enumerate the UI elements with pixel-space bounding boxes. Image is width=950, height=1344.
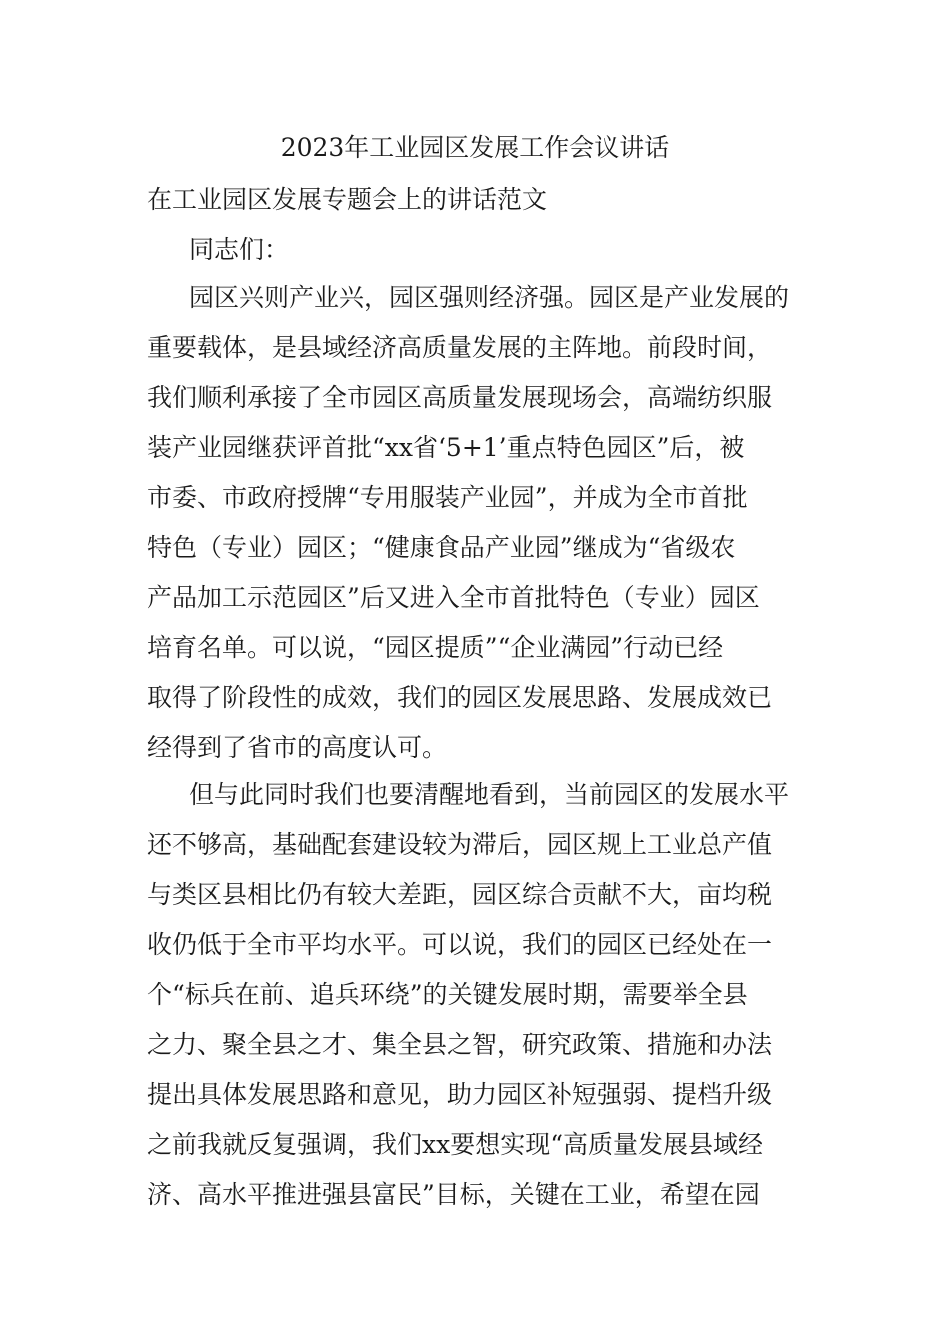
paragraph-line: 取得了阶段性的成效，我们的园区发展思路、发展成效已 — [147, 683, 773, 712]
paragraph-line: 重要载体，是县域经济高质量发展的主阵地。前段时间， — [147, 333, 773, 362]
paragraph-line: 市委、市政府授牌“专用服装产业园”，并成为全市首批 — [147, 483, 748, 512]
document-title: 2023年工业园区发展工作会议讲话 — [280, 133, 670, 162]
paragraph-line: 提出具体发展思路和意见，助力园区补短强弱、提档升级 — [147, 1080, 773, 1109]
document-subtitle: 在工业园区发展专题会上的讲话范文 — [147, 185, 548, 214]
paragraph-line: 培育名单。可以说，“园区提质”“企业满园”行动已经 — [147, 633, 724, 662]
paragraph-line: 经得到了省市的高度认可。 — [147, 733, 448, 762]
paragraph-line: 装产业园继获评首批“xx省‘5+1’重点特色园区”后，被 — [147, 433, 745, 462]
paragraph-line: 之力、聚全县之才、集全县之智，研究政策、措施和办法 — [147, 1030, 773, 1059]
paragraph-2 — [147, 770, 807, 1220]
paragraph-line: 但与此同时我们也要清醒地看到，当前园区的发展水平 — [189, 780, 790, 809]
greeting: 同志们： — [189, 235, 290, 264]
paragraph-line: 特色（专业）园区；“健康食品产业园”继成为“省级农 — [147, 533, 736, 562]
paragraph-1 — [147, 273, 807, 773]
paragraph-line: 我们顺利承接了全市园区高质量发展现场会，高端纺织服 — [147, 383, 773, 412]
paragraph-line: 个“标兵在前、追兵环绕”的关键发展时期，需要举全县 — [147, 980, 748, 1009]
paragraph-line: 与类区县相比仍有较大差距，园区综合贡献不大，亩均税 — [147, 880, 773, 909]
paragraph-line: 收仍低于全市平均水平。可以说，我们的园区已经处在一 — [147, 930, 773, 959]
paragraph-line: 产品加工示范园区”后又进入全市首批特色（专业）园区 — [147, 583, 760, 612]
paragraph-line: 还不够高，基础配套建设较为滞后，园区规上工业总产值 — [147, 830, 773, 859]
paragraph-line: 之前我就反复强调，我们xx要想实现“高质量发展县域经 — [147, 1130, 763, 1159]
paragraph-line: 济、高水平推进强县富民”目标，关键在工业，希望在园 — [147, 1180, 760, 1209]
paragraph-line: 园区兴则产业兴，园区强则经济强。园区是产业发展的 — [189, 283, 790, 312]
